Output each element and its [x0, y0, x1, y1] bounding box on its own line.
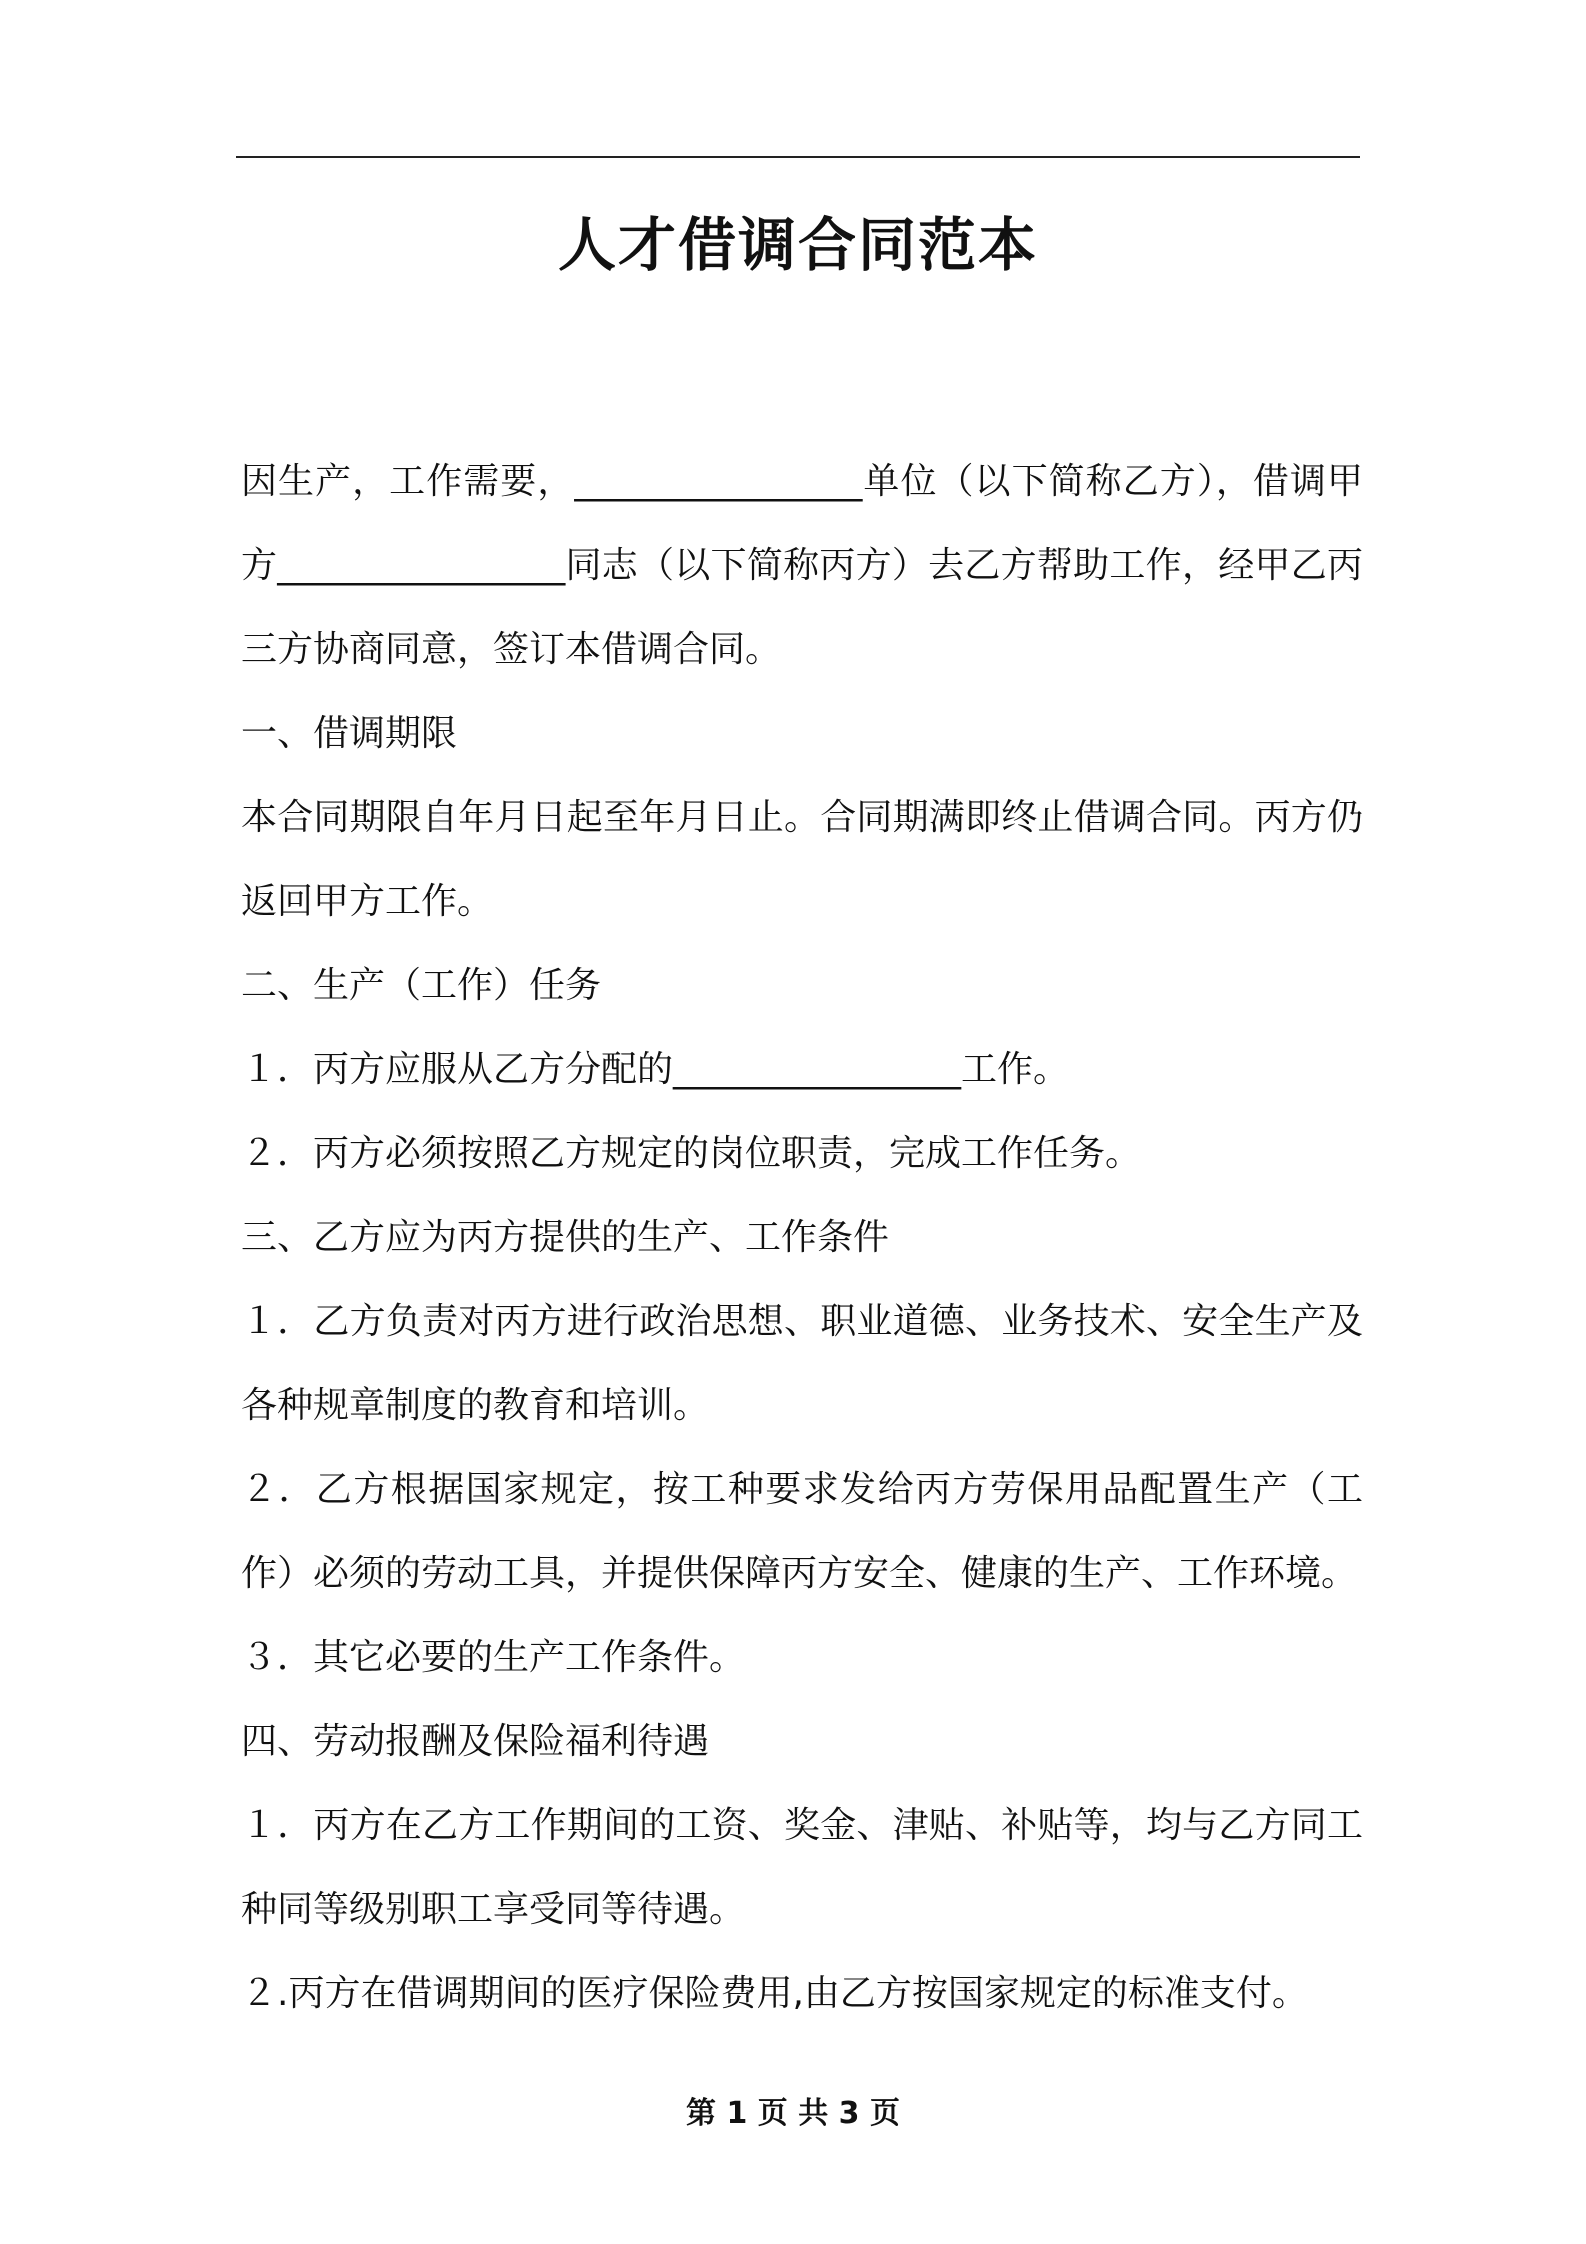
- section-heading-4: 四、劳动报酬及保险福利待遇: [241, 1721, 710, 1762]
- clause-item: ２.丙方在借调期间的医疗保险费用,由乙方按国家规定的标准支付。: [241, 1973, 1308, 2014]
- clause-item: １．丙方应服从乙方分配的________________工作。: [241, 1049, 1070, 1090]
- page-footer: 第 1 页 共 3 页: [686, 2096, 900, 2131]
- header-rule: [236, 156, 1360, 158]
- clause-item: ３．其它必要的生产工作条件。: [241, 1637, 746, 1678]
- section-heading-3: 三、乙方应为丙方提供的生产、工作条件: [241, 1217, 890, 1258]
- clause-item: ２．乙方根据国家规定，按工种要求发给丙方劳保用品配置生产（工作）必须的劳动工具，并提供保障丙方安全、健康的生产、工作环境。: [241, 1469, 1363, 1594]
- clause-item: １．丙方在乙方工作期间的工资、奖金、津贴、补贴等，均与乙方同工种同等级别职工享受同等待遇。: [241, 1805, 1363, 1930]
- clause-item: １．乙方负责对丙方进行政治思想、职业道德、业务技术、安全生产及各种规章制度的教育和培训。: [241, 1301, 1363, 1426]
- clause-item: ２．丙方必须按照乙方规定的岗位职责，完成工作任务。: [241, 1133, 1142, 1174]
- paragraph: 本合同期限自年月日起至年月日止。合同期满即终止借调合同。丙方仍返回甲方工作。: [241, 797, 1363, 922]
- section-heading-2: 二、生产（工作）任务: [241, 965, 602, 1006]
- intro-paragraph: 因生产，工作需要，________________单位（以下简称乙方），借调甲方________________同志（以下简称丙方）去乙方帮助工作，经甲乙丙三方协商同意，签订本借调合同。: [241, 461, 1363, 670]
- document-body: [241, 440, 1363, 2036]
- document-title: 人才借调合同范本: [557, 211, 1038, 279]
- section-heading-1: 一、借调期限: [241, 713, 458, 754]
